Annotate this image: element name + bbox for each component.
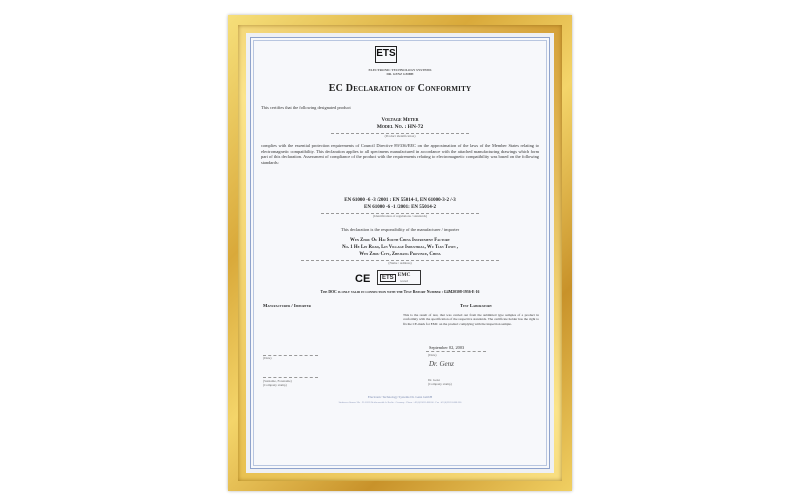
standards-line1: EN 61000 -6 -3 /2001 : EN 55014-1, EN 61000-3-2 /-3: [344, 198, 456, 203]
manufacturer-line2: No. 1 He Lin Road, Lin Village Industrial, Wu Tian Town ,: [342, 245, 458, 250]
compliance-text: complies with the essential protection requirements of Council Directive 89/336/EEC on the approximation of the laws of the Member States relating to electromagnetic compatibility. This declaration applies to all specimens manufactured in accordance with the attached manufacturing drawings which form part of this declaration. Assessment of compliance of the product with the requirements relating to electromagnetic compatibility was based on the following standards:: [261, 143, 539, 165]
signature: Dr. Genz: [429, 360, 454, 368]
left-stamp-caption: (Company stamp): [263, 383, 287, 387]
ce-mark: CE: [355, 273, 371, 285]
product-caption: (Product identification): [384, 134, 416, 138]
signatory-name: Dr. Genz: [428, 378, 440, 382]
left-date-caption: (Date): [263, 356, 272, 360]
certificate: [250, 37, 550, 469]
test-lab-text: This is the result of test, that was carried out from the submitted type samples of a product in conformity with the specification of the respective standards. The certificate holder has the right to fix the CE-mark for EMC on the product complying with the inspection sample.: [403, 313, 539, 326]
name-caption: (Surname, Forename): [263, 379, 292, 383]
certifies-text: This certifies that the following designated product: [261, 105, 351, 110]
standards-line2: EN 61000 -6 -1 /2001: EN 55014-2: [364, 205, 436, 210]
right-date-caption: (Date): [428, 353, 437, 357]
page-title: EC Declaration of Conformity: [328, 83, 472, 94]
test-report-line: The DOC is only valid in connection with the Test Report Number : G4M20308-1936-E-16: [320, 290, 480, 294]
manufacturer-line3: Wen Zhou City, Zhejiang Province, China: [359, 252, 441, 257]
footer-address: Storkower Strasse 38c · D-15526 Reichenwalde b. Berlin · Germany · Phone +49 (0)33631-888 00 · Fax +49 (0)33631-888 660: [338, 401, 462, 404]
product-model: Model No. : HN-72: [376, 124, 424, 130]
test-lab-heading: Test Laboratory: [459, 303, 493, 308]
emc-sub: tested: [400, 278, 408, 283]
standards-caption: (Identification of regulations / standards): [372, 214, 427, 218]
test-date: September 02, 2003: [429, 345, 465, 350]
manufacturer-line1: Wen Zhou Ou Hai South China Instrument Factory: [350, 238, 450, 243]
issuer-line1: ELECTRONIC TECHNOLOGY SYSTEMS: [368, 68, 432, 72]
manufacturer-heading: Manufacturer / Importer: [263, 303, 311, 308]
product-name: Voltage Meter: [381, 118, 419, 123]
issuer-line2: DR. GENZ GMBH: [386, 72, 414, 76]
ets-logo: ETS: [375, 46, 397, 63]
ets-logo-small: ETS: [382, 274, 394, 281]
picture-frame: [228, 15, 572, 491]
footer-company: Electronic Technology Systems Dr. Genz GmbH: [367, 395, 433, 399]
emc-label: EMC: [397, 271, 411, 278]
responsibility-text: This declaration is the responsibility of the manufacturer / importer: [340, 227, 460, 232]
emc-mark: [377, 270, 421, 285]
right-stamp-caption: (Company stamp): [428, 382, 452, 386]
address-caption: (Name / Address): [388, 261, 412, 265]
